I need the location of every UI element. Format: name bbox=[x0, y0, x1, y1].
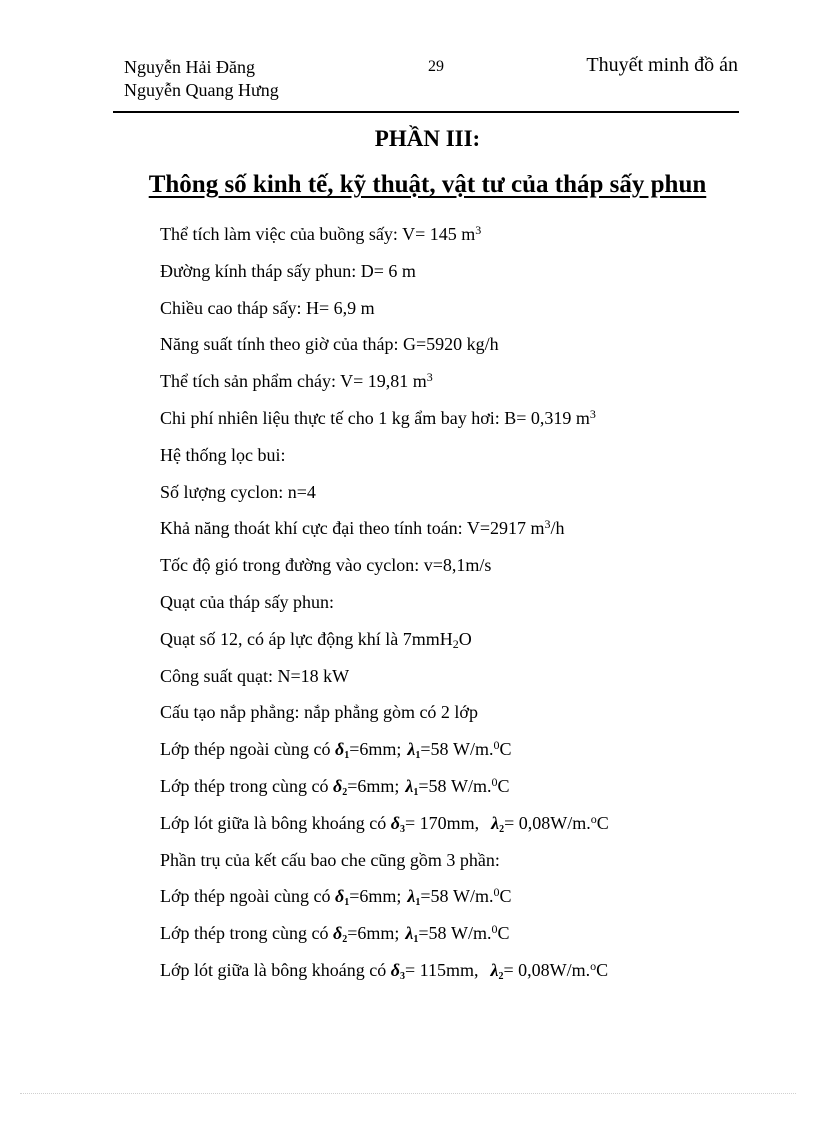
spec-line-cyclon-count: Số lượng cyclon: n=4 bbox=[160, 481, 316, 502]
spec-line-wind-speed: Tốc độ gió trong đường vào cyclon: v=8,1m/s bbox=[160, 555, 492, 576]
spec-line-lid-outer-steel: Lớp thép ngoài cùng có δ1=6mm; λ1=58 W/m.$^0$C bbox=[160, 738, 512, 762]
page-bottom-border bbox=[20, 1093, 796, 1094]
spec-line-cylinder-heading: Phần trụ của kết cấu bao che cũng gồm 3 phần: bbox=[160, 849, 500, 870]
spec-line-flat-lid: Cấu tạo nắp phẳng: nắp phẳng gòm có 2 lớp bbox=[160, 702, 478, 723]
section-title: Thông số kinh tế, kỹ thuật, vật tư của tháp sấy phun bbox=[148, 171, 707, 198]
page-number: 29 bbox=[428, 58, 444, 75]
document-title: Thuyết minh đồ án bbox=[586, 54, 738, 76]
spec-line-fan-pressure: Quạt số 12, có áp lực động khí là 7mmH$_2$O bbox=[160, 628, 472, 651]
author-1: Nguyễn Hải Đăng bbox=[124, 57, 255, 77]
spec-list bbox=[160, 216, 780, 989]
spec-line-fan-power: Công suất quạt: N=18 kW bbox=[160, 665, 350, 686]
header-divider bbox=[113, 111, 739, 113]
spec-line-lid-mineral-wool: Lớp lót giữa là bông khoáng có δ3= 170mm, λ2= 0,08W/m.$^o$C bbox=[160, 811, 609, 835]
author-2: Nguyễn Quang Hưng bbox=[124, 80, 279, 100]
header-authors bbox=[124, 56, 279, 102]
spec-line-combustion-volume: Thể tích sản phẩm cháy: V= 19,81 $m^3$ bbox=[160, 370, 433, 392]
part-title: PHẦN III: bbox=[374, 126, 481, 151]
spec-line-fuel-cost: Chi phí nhiên liệu thực tế cho 1 kg ẩm bay hơi: B= 0,319 $m^3$ bbox=[160, 406, 596, 428]
spec-line-lid-inner-steel: Lớp thép trong cùng có δ2=6mm; λ1=58 W/m.$^0$C bbox=[160, 774, 510, 798]
spec-line-cyl-mineral-wool: Lớp lót giữa là bông khoáng có δ3= 115mm, λ2= 0,08W/m.$^o$C bbox=[160, 958, 609, 982]
spec-line-hourly-capacity: Năng suất tính theo giờ của tháp: G=5920 kg/h bbox=[160, 334, 499, 355]
spec-line-fan-heading: Quạt của tháp sấy phun: bbox=[160, 591, 334, 612]
spec-line-cyl-outer-steel: Lớp thép ngoài cùng có δ1=6mm; λ1=58 W/m.$^0$C bbox=[160, 885, 512, 909]
spec-line-cyl-inner-steel: Lớp thép trong cùng có δ2=6mm; λ1=58 W/m.$^0$C bbox=[160, 922, 510, 946]
spec-line-tower-height: Chiều cao tháp sấy: H= 6,9 m bbox=[160, 297, 375, 318]
spec-line-tower-diameter: Đường kính tháp sấy phun: D= 6 m bbox=[160, 260, 416, 281]
spec-line-dust-filter: Hệ thống lọc bui: bbox=[160, 444, 286, 465]
spec-line-chamber-volume: Thể tích làm việc của buồng sấy: V= 145 $m^3$ bbox=[160, 223, 482, 244]
spec-line-max-exhaust: Khả năng thoát khí cực đại theo tính toán: V=2917 $m^3/h$ bbox=[160, 517, 565, 539]
